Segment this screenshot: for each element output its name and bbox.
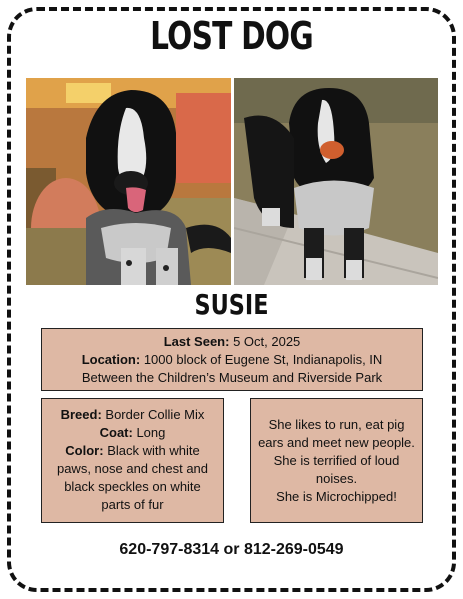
color-label: Color: xyxy=(65,443,104,458)
breed-value: Border Collie Mix xyxy=(105,407,205,422)
breed-label: Breed: xyxy=(60,407,102,422)
last-seen-line xyxy=(42,333,422,351)
coat-label: Coat: xyxy=(99,425,133,440)
color-line xyxy=(48,442,217,514)
dog-personality-box xyxy=(250,398,423,523)
contact-phone-numbers: 620-797-8314 or 812-269-0549 xyxy=(119,541,344,558)
location-detail: Between the Children’s Museum and Riverside Park xyxy=(81,370,383,385)
color-value: Black with white paws, nose and chest and black speckles on white parts of fur xyxy=(56,443,209,512)
dog-photo-on-couch xyxy=(26,78,231,285)
location-label: Location: xyxy=(81,352,141,367)
last-seen-label: Last Seen: xyxy=(163,334,230,349)
personality-text: She likes to run, eat pig ears and meet new people. She is terrified of loud noises. xyxy=(258,417,415,486)
dog-details-box xyxy=(41,398,224,523)
breed-line xyxy=(48,406,217,424)
coat-value: Long xyxy=(136,425,166,440)
last-seen-date: 5 Oct, 2025 xyxy=(233,334,301,349)
dog-photo-outdoors xyxy=(234,78,438,285)
location-line xyxy=(42,351,422,369)
coat-line xyxy=(48,424,217,442)
microchip-note: She is Microchipped! xyxy=(276,489,397,504)
dog-name: SUSIE xyxy=(194,288,269,321)
poster-title: LOST DOG xyxy=(150,14,313,58)
last-seen-box xyxy=(41,328,423,391)
location-value: 1000 block of Eugene St, Indianapolis, IN xyxy=(143,352,383,367)
